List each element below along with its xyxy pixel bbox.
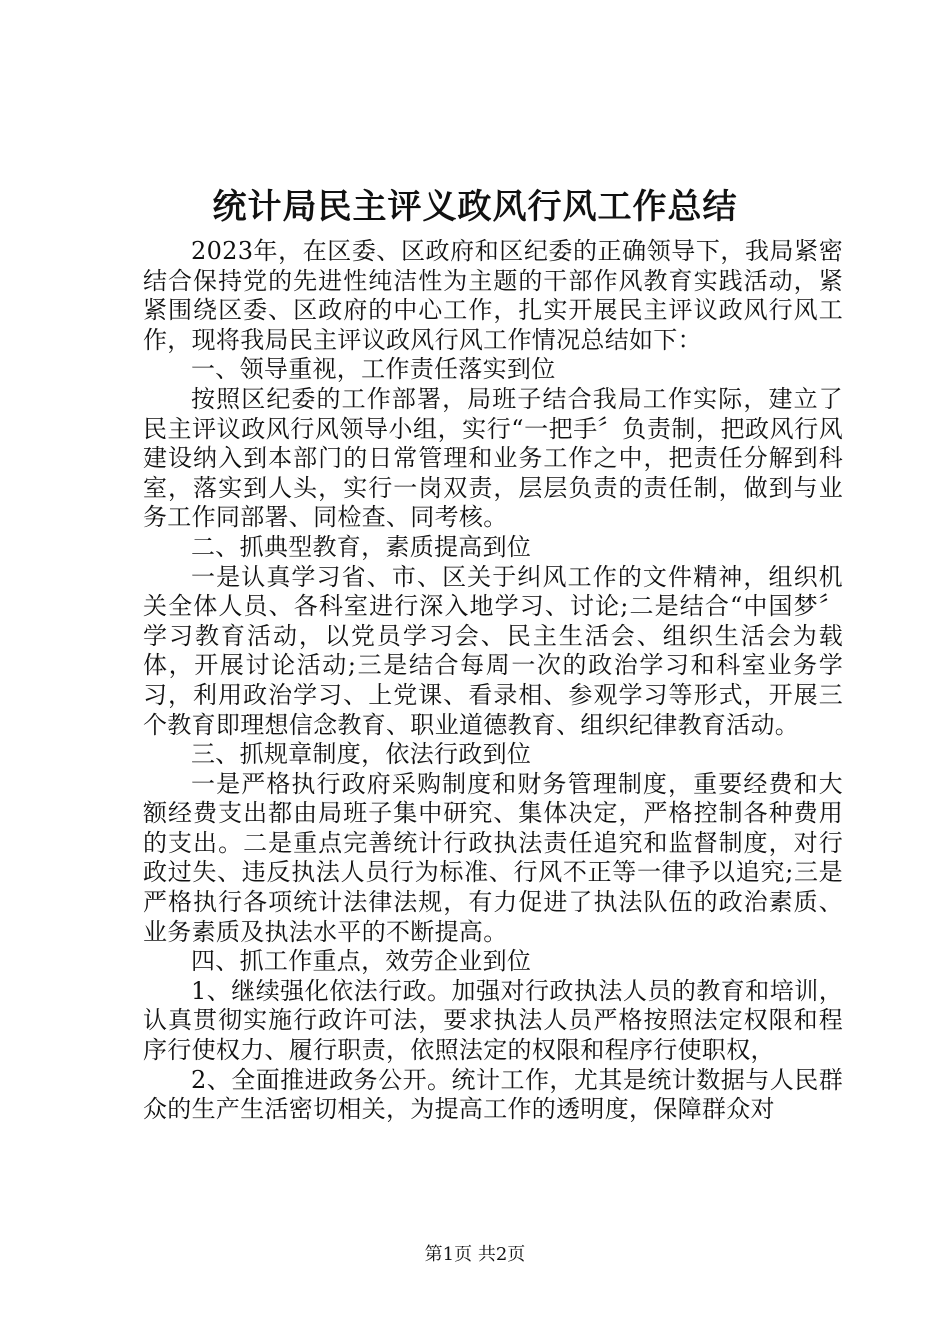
section-heading-1: 一、领导重视，工作责任落实到位	[191, 355, 556, 384]
section-2-paragraph: 一是认真学习省、市、区关于纠风工作的文件精神，组织机关全体人员、各科室进行深入地学习、讨论;二是结合“中国梦〞学习教育活动，以党员学习会、民主生活会、组织生活会为载体，开展讨论活动;三是结合每周一次的政治学习和科室业务学习，利用政治学习、上党课、看录相、参观学习等形式，开展三个教育即理想信念教育、职业道德教育、组织纪律教育活动。	[143, 562, 843, 739]
document-title: 统计局民主评义政风行风工作总结	[212, 187, 738, 227]
section-heading-2: 二、抓典型教育，素质提高到位	[191, 532, 532, 561]
section-4-item-1-paragraph: 1、继续强化依法行政。加强对行政执法人员的教育和培训，认真贯彻实施行政许可法，要求执法人员严格按照法定权限和程序行使权力、履行职责，依照法定的权限和程序行使职权，	[143, 976, 843, 1065]
section-4-item-2-paragraph: 2、全面推进政务公开。统计工作，尤其是统计数据与人民群众的生产生活密切相关，为提高工作的透明度，保障群众对	[143, 1065, 843, 1124]
section-1-paragraph: 按照区纪委的工作部署，局班子结合我局工作实际，建立了民主评议政风行风领导小组，实行“一把手〞负责制，把政风行风建设纳入到本部门的日常管理和业务工作之中，把责任分解到科室，落实到人头，实行一岗双责，层层负责的责任制，做到与业务工作同部署、同检查、同考核。	[143, 384, 843, 532]
section-3-paragraph: 一是严格执行政府采购制度和财务管理制度，重要经费和大额经费支出都由局班子集中研究、集体决定，严格控制各种费用的支出。二是重点完善统计行政执法责任追究和监督制度，对行政过失、违反执法人员行为标准、行风不正等一律予以追究;三是严格执行各项统计法律法规，有力促进了执法队伍的政治素质、业务素质及执法水平的不断提高。	[143, 769, 843, 946]
intro-paragraph: 2023年，在区委、区政府和区纪委的正确领导下，我局紧密结合保持党的先进性纯洁性为主题的干部作风教育实践活动，紧紧围绕区委、区政府的中心工作，扎实开展民主评议政风行风工作，现将我局民主评议政风行风工作情况总结如下：	[143, 237, 843, 354]
section-heading-3: 三、抓规章制度，依法行政到位	[191, 740, 532, 769]
document-body	[143, 237, 843, 1125]
section-heading-4: 四、抓工作重点，效劳企业到位	[191, 947, 532, 976]
page-number-footer: 第1页 共2页	[424, 1244, 526, 1265]
